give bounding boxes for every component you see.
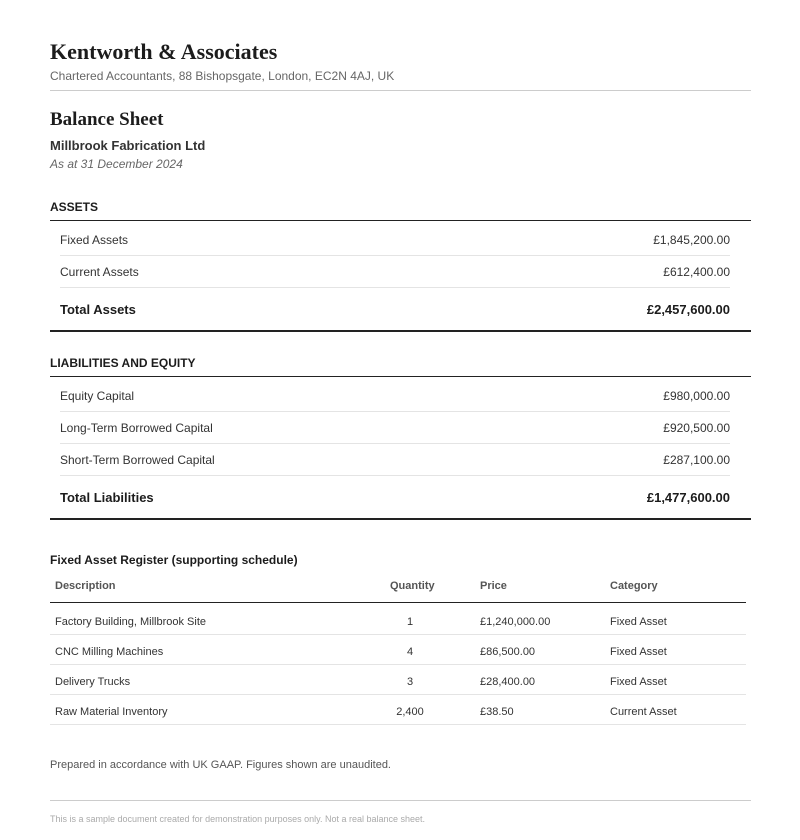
cell-category: Fixed Asset [610, 646, 667, 658]
firm-address: Chartered Accountants, 88 Bishopsgate, London, EC2N 4AJ, UK [50, 69, 395, 83]
assets-divider [50, 220, 751, 221]
cell-price: £28,400.00 [480, 676, 536, 688]
gaap-note: Prepared in accordance with UK GAAP. Figures shown are unaudited. [50, 759, 391, 771]
total-label: Total Assets [60, 302, 136, 317]
cell-description: Factory Building, Millbrook Site [55, 616, 207, 628]
cell-quantity: 4 [406, 646, 414, 658]
row-amount: £980,000.00 [663, 389, 730, 403]
cell-category: Fixed Asset [610, 616, 667, 628]
total-assets-row [60, 302, 730, 322]
total-label: Total Liabilities [60, 490, 154, 505]
cell-quantity: 2,400 [396, 706, 424, 718]
total-amount: £1,477,600.00 [646, 490, 730, 505]
column-header-price: Price [480, 580, 507, 592]
table-row [50, 635, 746, 665]
cell-price: £1,240,000.00 [480, 616, 551, 628]
liabilities-row-short-term-borrowed [60, 443, 730, 476]
total-liabilities-divider [50, 518, 751, 520]
row-label: Long-Term Borrowed Capital [60, 421, 213, 435]
as-at-date: As at 31 December 2024 [50, 157, 183, 171]
row-amount: £612,400.00 [663, 265, 730, 279]
register-title: Fixed Asset Register (supporting schedule) [50, 553, 298, 567]
row-label: Equity Capital [60, 389, 135, 403]
cell-description: Raw Material Inventory [55, 706, 168, 718]
row-label: Current Assets [60, 265, 139, 279]
cell-price: £38.50 [480, 706, 514, 718]
liabilities-row-long-term-borrowed [60, 411, 730, 444]
cell-price: £86,500.00 [480, 646, 536, 658]
liabilities-row-equity-capital [60, 379, 730, 412]
table-row [50, 665, 746, 695]
assets-row-current-assets [60, 255, 730, 288]
row-amount: £1,845,200.00 [653, 233, 730, 247]
cell-category: Fixed Asset [610, 676, 667, 688]
row-label: Fixed Assets [60, 233, 129, 247]
firm-name: Kentworth & Associates [50, 39, 278, 64]
table-row [50, 695, 746, 725]
company-name: Millbrook Fabrication Ltd [50, 138, 206, 153]
total-amount: £2,457,600.00 [646, 302, 730, 317]
row-amount: £287,100.00 [663, 453, 730, 467]
liabilities-heading: LIABILITIES AND EQUITY [50, 356, 196, 370]
cell-quantity: 3 [406, 676, 414, 688]
header-divider [50, 90, 751, 91]
cell-quantity: 1 [406, 616, 414, 628]
row-amount: £920,500.00 [663, 421, 730, 435]
row-label: Short-Term Borrowed Capital [60, 453, 215, 467]
register-header-row [50, 580, 746, 603]
cell-description: Delivery Trucks [55, 676, 131, 688]
assets-heading: ASSETS [50, 200, 99, 214]
column-header-category: Category [610, 580, 658, 592]
assets-row-fixed-assets [60, 223, 730, 256]
table-row [50, 605, 746, 635]
total-assets-divider [50, 330, 751, 332]
cell-category: Current Asset [610, 706, 677, 718]
column-header-description: Description [55, 580, 116, 592]
total-liabilities-row [60, 490, 730, 510]
cell-description: CNC Milling Machines [55, 646, 164, 658]
disclaimer: This is a sample document created for demonstration purposes only. Not a real balance sheet. [50, 814, 426, 824]
column-header-quantity: Quantity [390, 580, 435, 592]
footer-divider [50, 800, 751, 801]
page-title: Balance Sheet [50, 109, 164, 130]
liabilities-divider [50, 376, 751, 377]
